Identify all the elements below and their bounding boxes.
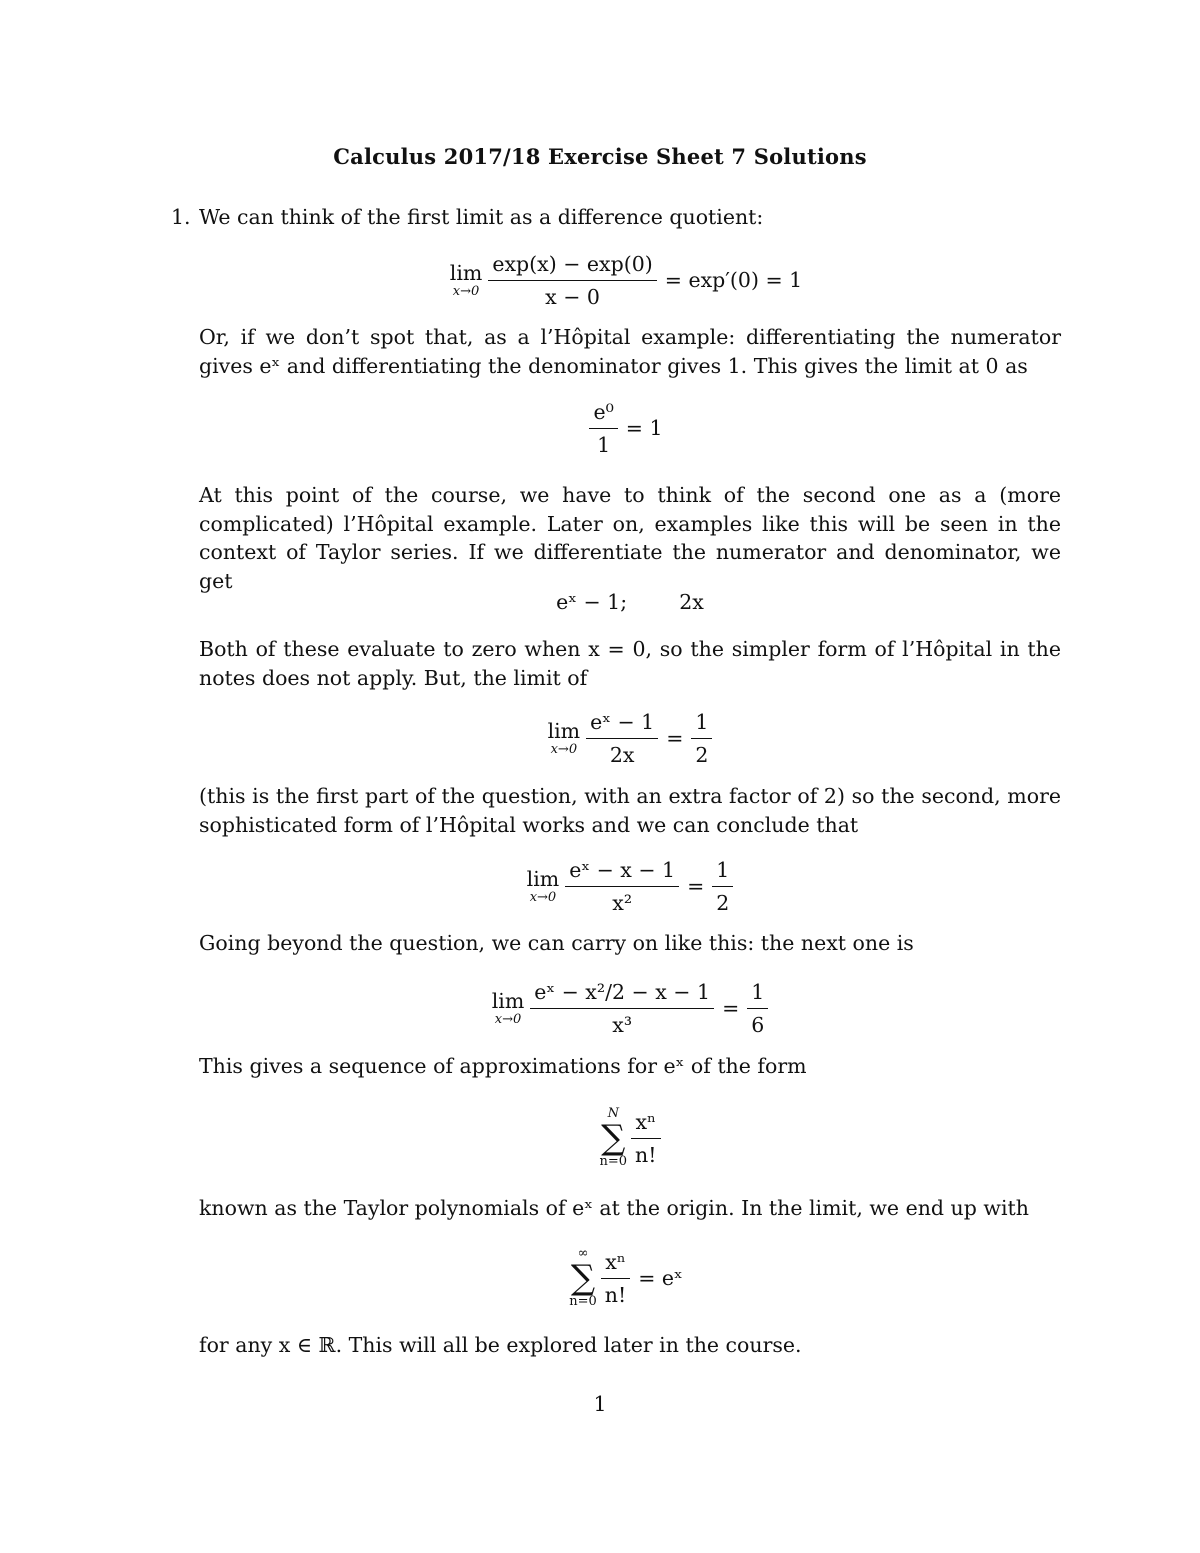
equation-6 xyxy=(199,978,1061,1038)
numerator: e⁰ xyxy=(593,399,614,424)
limit-operator: lim x→0 xyxy=(491,989,525,1027)
page-number: 1 xyxy=(593,1392,607,1416)
question-number: 1. xyxy=(171,205,191,229)
limit-operator: lim x→0 xyxy=(526,867,560,905)
denominator: x³ xyxy=(530,1008,714,1038)
result-fraction: $\frac{1}{2}$ xyxy=(691,709,712,768)
equation-1 xyxy=(199,250,1061,310)
equation-7 xyxy=(199,1098,1061,1178)
denominator: 1 xyxy=(589,428,617,458)
paragraph-3: At this point of the course, we have to think of the second one as a (more complicated) l’Hôpital example. Later on, examples like this will be seen in the context of Taylor series. If we differentiate the numerator and denominator, we get xyxy=(199,483,1061,593)
fraction xyxy=(565,857,679,916)
equals-sign: = xyxy=(666,726,684,750)
numerator: eˣ − x²/2 − x − 1 xyxy=(534,979,711,1004)
denominator: n! xyxy=(631,1138,660,1168)
equation-4 xyxy=(199,708,1061,768)
equals-sign: = xyxy=(687,874,705,898)
fraction xyxy=(530,979,714,1038)
paragraph-1: We can think of the first limit as a difference quotient: xyxy=(199,205,764,229)
numerator: xⁿ xyxy=(635,1109,656,1134)
paragraph-4: Both of these evaluate to zero when x = 0, so the simpler form of l’Hôpital in the notes does not apply. But, the limit of xyxy=(199,637,1061,690)
equation-rhs: = exp′(0) = 1 xyxy=(664,268,803,292)
paragraph-6: Going beyond the question, we can carry on like this: the next one is xyxy=(199,931,914,955)
paragraph-5: (this is the first part of the question, with an extra factor of 2) so the second, more sophisticated form of l’Hôpital works and we can conclude that xyxy=(199,784,1061,837)
equation-rhs: = 1 xyxy=(625,416,663,440)
fraction xyxy=(586,709,658,768)
denominator: 2x xyxy=(586,738,658,768)
limit-operator: lim x→0 xyxy=(449,261,483,299)
paragraph-9: for any x ∈ ℝ. This will all be explored later in the course. xyxy=(199,1333,802,1357)
summation-operator: N ∑ n=0 xyxy=(599,1106,628,1169)
equation-3: eˣ − 1; 2x xyxy=(556,590,704,614)
denominator: n! xyxy=(601,1278,630,1308)
denominator: x² xyxy=(565,886,679,916)
numerator: xⁿ xyxy=(605,1249,626,1274)
fraction xyxy=(488,251,656,310)
result-fraction: $\frac{1}{6}$ xyxy=(747,979,768,1038)
numerator: exp(x) − exp(0) xyxy=(492,251,653,276)
denominator: x − 0 xyxy=(488,280,656,310)
paragraph-7: This gives a sequence of approximations for eˣ of the form xyxy=(199,1054,807,1078)
equation-2 xyxy=(199,398,1061,458)
paragraph-8: known as the Taylor polynomials of eˣ at the origin. In the limit, we end up with xyxy=(199,1196,1029,1220)
equation-8 xyxy=(199,1238,1061,1318)
page-title: Calculus 2017/18 Exercise Sheet 7 Solutions xyxy=(333,144,867,169)
equation-rhs: = eˣ xyxy=(638,1266,683,1290)
numerator: eˣ − x − 1 xyxy=(569,857,676,882)
numerator: eˣ − 1 xyxy=(590,709,655,734)
paragraph-2: Or, if we don’t spot that, as a l’Hôpital example: differentiating the numerator gives eˣ and differentiating the denominator gives 1. This gives the limit at 0 as xyxy=(199,325,1061,378)
fraction xyxy=(589,399,617,458)
equals-sign: = xyxy=(722,996,740,1020)
result-fraction: $\frac{1}{2}$ xyxy=(712,857,733,916)
summation-operator: ∞ ∑ n=0 xyxy=(569,1246,597,1309)
fraction xyxy=(631,1109,660,1168)
equation-5 xyxy=(199,856,1061,916)
limit-operator: lim x→0 xyxy=(547,719,581,757)
fraction xyxy=(601,1249,630,1308)
